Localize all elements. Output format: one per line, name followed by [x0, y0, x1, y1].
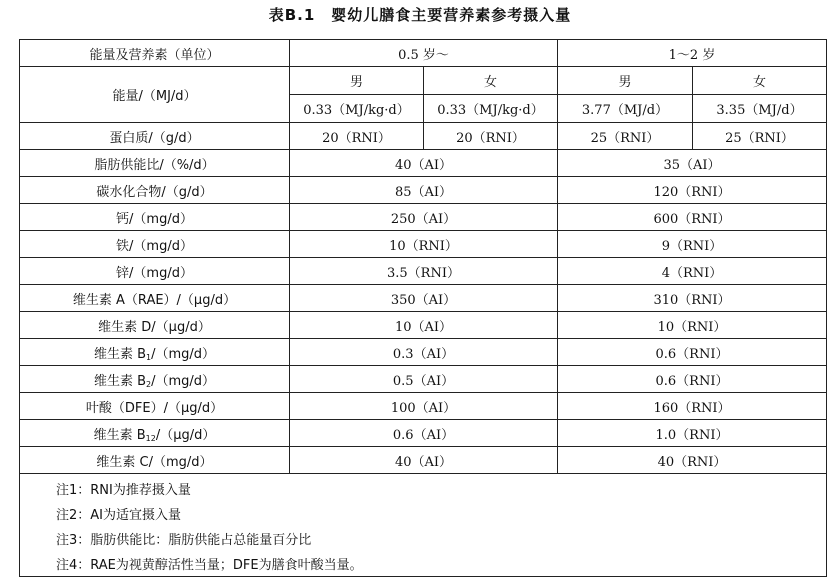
sex-female-2: 女 [693, 67, 827, 95]
value-age-2: 160（RNI） [558, 393, 827, 420]
nutrient-label: 叶酸（DFE）/（μg/d） [20, 393, 290, 420]
value-age-1: 100（AI） [290, 393, 558, 420]
table-title: 表B.1 婴幼儿膳食主要营养素参考摄入量 [268, 6, 572, 24]
nutrient-label: 脂肪供能比/（%/d） [20, 150, 290, 177]
note-row [20, 501, 827, 526]
table-row [20, 231, 827, 258]
value-age-1: 250（AI） [290, 204, 558, 231]
table-row [20, 150, 827, 177]
value-age-1: 3.5（RNI） [290, 258, 558, 285]
table-row [20, 204, 827, 231]
table-row [20, 177, 827, 204]
footnote: 注1：RNI为推荐摄入量 [20, 474, 827, 502]
nutrient-label: 维生素 $B_{12}/(\mu g/d)$ [20, 420, 290, 447]
note-row [20, 551, 827, 577]
header-row [20, 40, 827, 67]
energy-value: 0.33（MJ/kg·d） [424, 95, 558, 123]
footnote: 注2：AI为适宜摄入量 [20, 501, 827, 526]
value-age-2: 1.0（RNI） [558, 420, 827, 447]
value-age-2: 10（RNI） [558, 312, 827, 339]
value-age-1: 40（AI） [290, 447, 558, 474]
protein-value: 20（RNI） [290, 123, 424, 150]
value-age-2: 35（AI） [558, 150, 827, 177]
nutrient-label: 维生素 C/（mg/d） [20, 447, 290, 474]
value-age-2: 0.6（RNI） [558, 366, 827, 393]
nutrient-label: 钙/（mg/d） [20, 204, 290, 231]
table-row [20, 285, 827, 312]
value-age-1: 0.5（AI） [290, 366, 558, 393]
protein-label: 蛋白质/（g/d） [20, 123, 290, 150]
energy-value: 0.33（MJ/kg·d） [290, 95, 424, 123]
value-age-2: 40（RNI） [558, 447, 827, 474]
header-label-cell: 能量及营养素（单位） [20, 40, 290, 67]
energy-value: 3.77（MJ/d） [558, 95, 693, 123]
protein-value: 25（RNI） [558, 123, 693, 150]
sex-male-1: 男 [290, 67, 424, 95]
energy-label: 能量/（MJ/d） [20, 67, 290, 123]
protein-value: 20（RNI） [424, 123, 558, 150]
value-age-1: 10（RNI） [290, 231, 558, 258]
value-age-2: 600（RNI） [558, 204, 827, 231]
table-row [20, 393, 827, 420]
nutrient-label: 铁/（mg/d） [20, 231, 290, 258]
note-row [20, 526, 827, 551]
sex-female-1: 女 [424, 67, 558, 95]
nutrient-label: 维生素 $B_2/(mg/d)$ [20, 366, 290, 393]
footnote: 注3：脂肪供能比：脂肪供能占总能量百分比 [20, 526, 827, 551]
nutrient-label: 维生素 A（RAE）/（μg/d） [20, 285, 290, 312]
value-age-1: 0.3（AI） [290, 339, 558, 366]
value-age-2: 4（RNI） [558, 258, 827, 285]
nutrient-label: 维生素 $B_1/(mg/d)$ [20, 339, 290, 366]
table-row [20, 339, 827, 366]
age-group-1-header: 0.5 岁～ [290, 40, 558, 67]
value-age-1: 0.6（AI） [290, 420, 558, 447]
value-age-2: 120（RNI） [558, 177, 827, 204]
sex-male-2: 男 [558, 67, 693, 95]
note-row [20, 474, 827, 502]
value-age-2: 310（RNI） [558, 285, 827, 312]
table-row [20, 258, 827, 285]
nutrient-table [19, 39, 827, 577]
value-age-1: 40（AI） [290, 150, 558, 177]
table-row [20, 447, 827, 474]
value-age-2: 0.6（RNI） [558, 339, 827, 366]
table-row [20, 420, 827, 447]
nutrient-label: 维生素 D/（μg/d） [20, 312, 290, 339]
protein-value: 25（RNI） [693, 123, 827, 150]
nutrient-label: 碳水化合物/（g/d） [20, 177, 290, 204]
energy-row [20, 67, 827, 95]
value-age-1: 350（AI） [290, 285, 558, 312]
value-age-2: 9（RNI） [558, 231, 827, 258]
value-age-1: 85（AI） [290, 177, 558, 204]
energy-value: 3.35（MJ/d） [693, 95, 827, 123]
nutrient-label: 锌/（mg/d） [20, 258, 290, 285]
protein-row [20, 123, 827, 150]
table-row [20, 312, 827, 339]
footnote: 注4：RAE为视黄醇活性当量；DFE为膳食叶酸当量。 [20, 551, 827, 577]
value-age-1: 10（AI） [290, 312, 558, 339]
age-group-2-header: 1～2 岁 [558, 40, 827, 67]
table-row [20, 366, 827, 393]
